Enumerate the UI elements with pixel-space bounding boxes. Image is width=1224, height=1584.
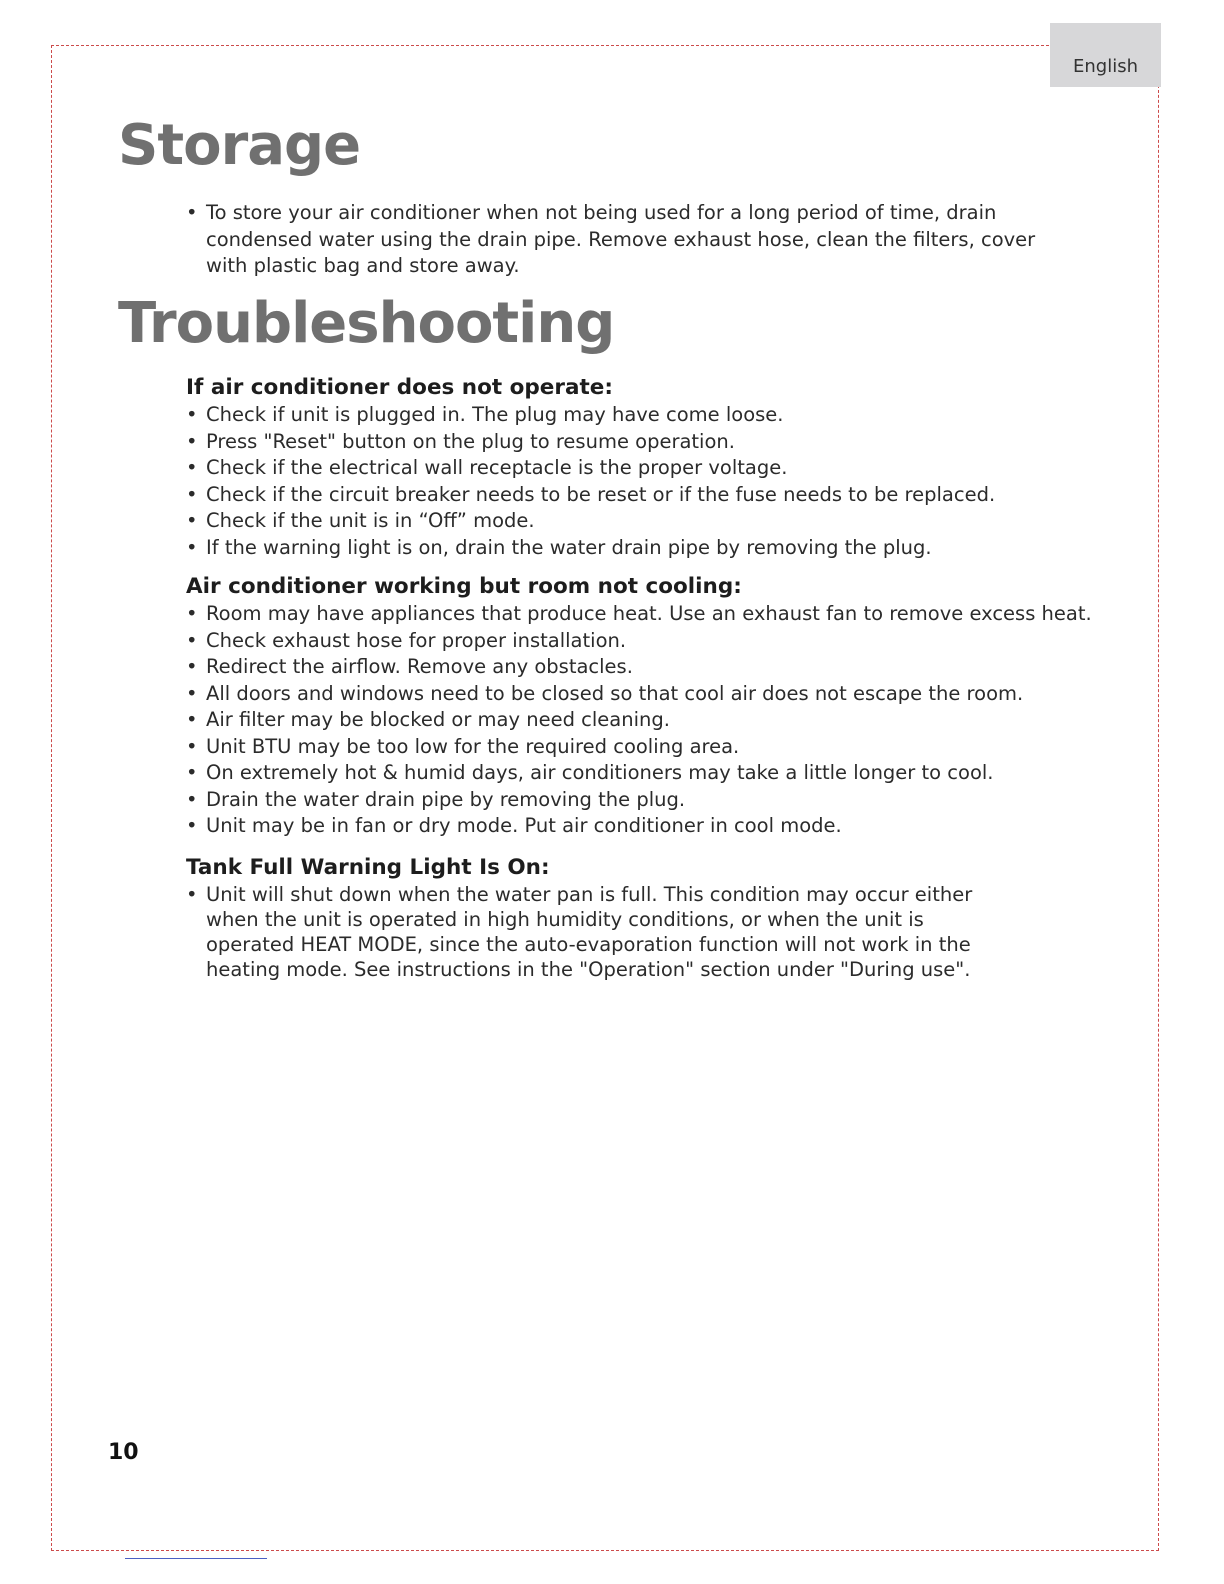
section-heading: Tank Full Warning Light Is On: [186,855,550,880]
list-item: • On extremely hot & humid days, air conditioners may take a little longer to cool. [186,760,1106,787]
checklist [186,882,1016,982]
section-does-not-operate [186,374,1106,561]
section-heading: If air conditioner does not operate: [186,375,613,400]
section-not-cooling [186,573,1106,840]
list-item: • All doors and windows need to be closed so that cool air does not escape the room. [186,681,1106,708]
list-item: • Check if the unit is in “Off” mode. [186,508,1106,535]
list-item: • Drain the water drain pipe by removing the plug. [186,787,1106,814]
list-item: • To store your air conditioner when not being used for a long period of time, drain condensed water using the drain pipe. Remove exhaust hose, clean the filters, cover with plastic bag and store away. [186,200,1036,280]
list-item: • Check if the circuit breaker needs to be reset or if the fuse needs to be replaced. [186,482,1106,509]
storage-section [186,200,1036,280]
checklist [186,402,1106,561]
list-item: • Check if unit is plugged in. The plug may have come loose. [186,402,1106,429]
section-tank-full [186,854,1016,982]
troubleshooting-title: Troubleshooting [118,291,615,356]
list-item: • Air filter may be blocked or may need cleaning. [186,707,1106,734]
list-item: • Unit will shut down when the water pan is full. This condition may occur either when the unit is operated in high humidity conditions, or when the unit is operated HEAT MODE, since the auto-evaporation function will not work in the heating mode. See instructions in the "Operation" section under "During use". [186,882,1016,982]
list-item: • Unit BTU may be too low for the required cooling area. [186,734,1106,761]
storage-title: Storage [118,113,361,178]
storage-list [186,200,1036,280]
checklist [186,601,1106,840]
list-item: • Unit may be in fan or dry mode. Put air conditioner in cool mode. [186,813,1106,840]
list-item: • Check exhaust hose for proper installation. [186,628,1106,655]
language-tab: English [1050,23,1161,87]
footer-rule [125,1558,267,1559]
page-number: 10 [108,1440,139,1465]
list-item: • Check if the electrical wall receptacle is the proper voltage. [186,455,1106,482]
list-item: • Room may have appliances that produce heat. Use an exhaust fan to remove excess heat. [186,601,1106,628]
section-heading: Air conditioner working but room not cooling: [186,574,742,599]
list-item: • Redirect the airflow. Remove any obstacles. [186,654,1106,681]
list-item: • Press "Reset" button on the plug to resume operation. [186,429,1106,456]
list-item: • If the warning light is on, drain the water drain pipe by removing the plug. [186,535,1106,562]
